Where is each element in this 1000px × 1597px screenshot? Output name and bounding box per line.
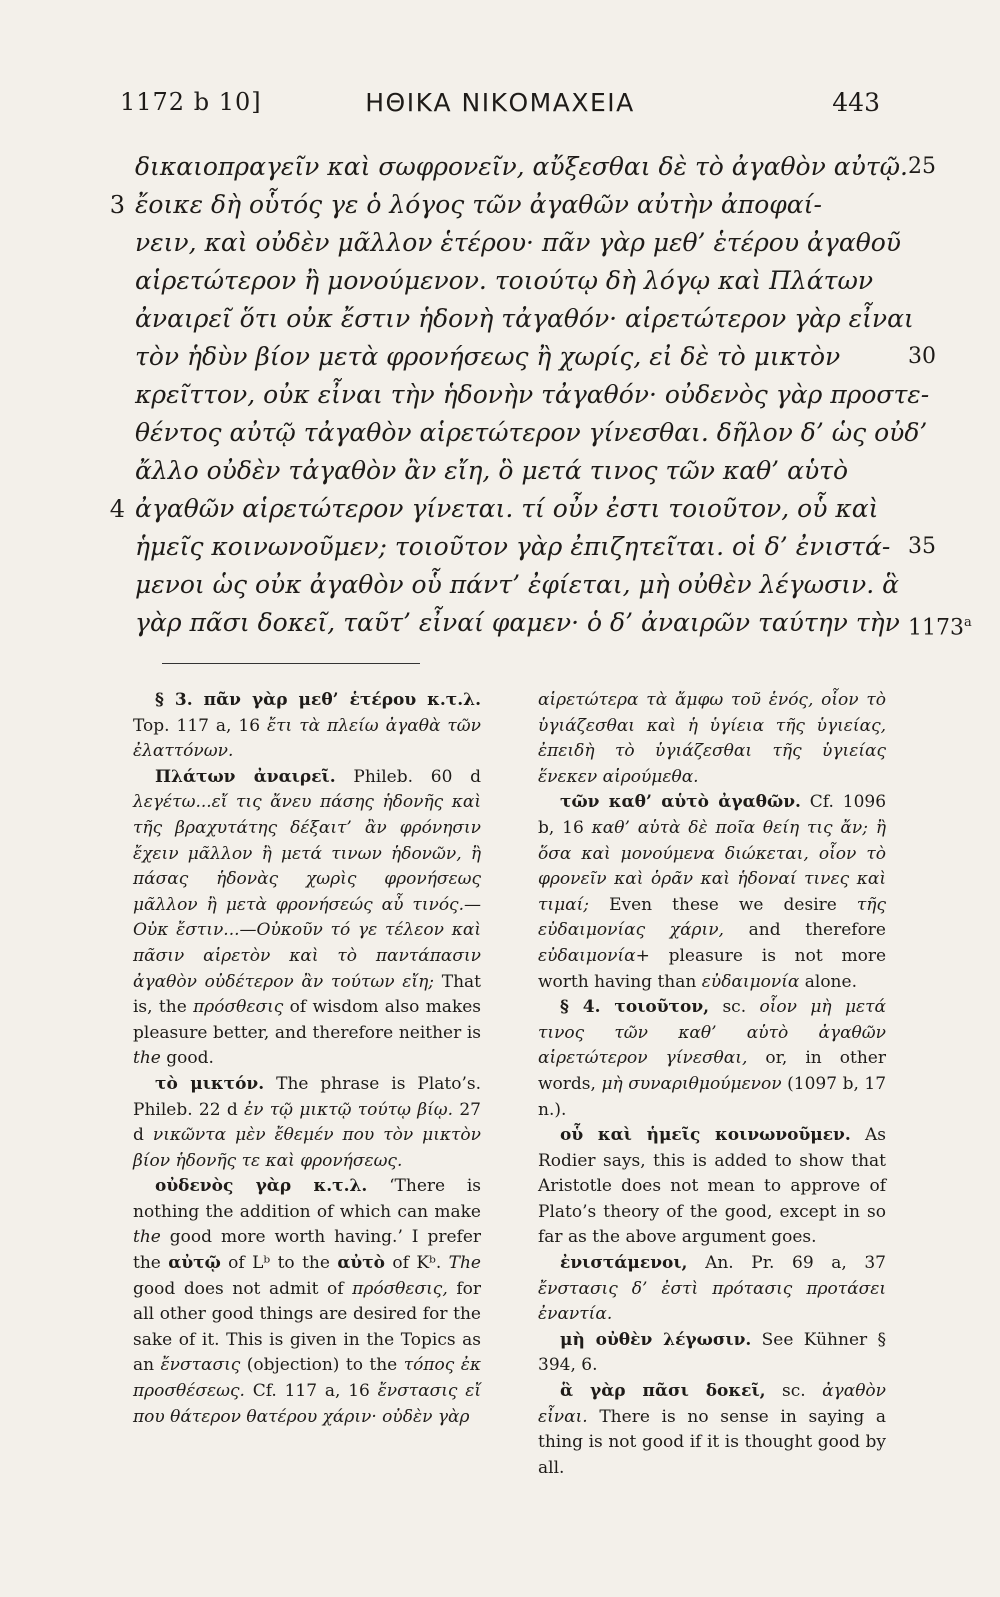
commentary-note: μὴ οὐθὲν λέγωσιν. See Kühner § 394, 6.: [538, 1329, 886, 1376]
greek-line-text: ἔοικε δὴ οὗτός γε ὁ λόγος τῶν ἀγαθῶν αὐτὴν ἀποφαί-: [135, 190, 822, 219]
running-header: [120, 88, 880, 128]
note-lemma: οὗ καὶ ἡμεῖς κοινωνοῦμεν.: [560, 1125, 851, 1146]
text-line: [100, 300, 1000, 338]
note-lemma: § 4. τοιοῦτον,: [560, 997, 710, 1018]
greek-line-text: ἀναιρεῖ ὅτι οὐκ ἔστιν ἡδονὴ τἀγαθόν· αἱρετώτερον γὰρ εἶναι: [135, 304, 914, 333]
text-line: [100, 376, 1000, 414]
commentary-note: τῶν καθ’ αὑτὸ ἀγαθῶν. Cf. 1096 b, 16 καθ’ αὑτὰ δὲ ποῖα θείη τις ἄν; ἢ ὅσα καὶ μονούμενα διώκεται, οἷον τὸ φρονεῖν καὶ ὁρᾶν καὶ ἡδοναί τινες καὶ τιμαί; Even these we desire τῆς εὐδαιμονίας χάριν, and therefore εὐδαιμονία+ pleasure is not more worth having than εὐδαιμονία alone.: [538, 792, 887, 992]
note-lemma: ἐνιστάμενοι,: [560, 1253, 688, 1274]
commentary-note: οὐδενὸς γὰρ κ.τ.λ. ‘There is nothing the addition of which can make the good more worth having.’ I prefer the αὐτῷ of Lᵇ to the αὐτὸ of Kᵇ. The good does not admit of πρόσθεσις, for all other good things are desired for the sake of it. This is given in the Topics as an ἔνστασις (objection) to the τόπος ἐκ προσθέσεως. Cf. 117 a, 16 ἔνστασις εἴ που θάτερον θατέρου χάριν· οὐδὲν γὰρ: [133, 1176, 482, 1427]
note-lemma: μὴ οὐθὲν λέγωσιν.: [560, 1329, 752, 1350]
greek-line-text: αἱρετώτερον ἢ μονούμενον. τοιούτῳ δὴ λόγῳ καὶ Πλάτων: [135, 266, 874, 295]
main-greek-text: [100, 148, 1000, 642]
commentary-note: αἱρετώτερα τὰ ἄμφω τοῦ ἑνός, οἷον τὸ ὑγιάζεσθαι καὶ ἡ ὑγίεια τῆς ὑγιείας, ἐπειδὴ τὸ ὑγιάζεσθαι τῆς ὑγιείας ἕνεκεν αἱρούμεθα.: [538, 690, 886, 787]
commentary-note: Πλάτων ἀναιρεῖ. Phileb. 60 d λεγέτω...εἴ τις ἄνευ πάσης ἡδονῆς καὶ τῆς βραχυτάτης δέξαιτ’ ἂν φρόνησιν ἔχειν μᾶλλον ἢ μετά τινων ἡδονῶν, ἢ πάσας ἡδονὰς χωρὶς φρονήσεως μᾶλλον ἢ μετὰ φρονήσεώς αὖ τινός.—Οὐκ ἔστιν...—Οὐκοῦν τό γε τέλεον καὶ πᾶσιν αἱρετὸν καὶ τὸ παντάπασιν ἀγαθὸν οὐδέτερον ἂν τούτων εἴη; That is, the πρόσθεσις of wisdom also makes pleasure better, and therefore neither is the good.: [133, 766, 482, 1069]
greek-line-text: ἡμεῖς κοινωνοῦμεν; τοιοῦτον γὰρ ἐπιζητεῖται. οἱ δ’ ἐνιστά-: [135, 532, 891, 561]
section-number: 4: [109, 495, 125, 523]
page-number: 443: [832, 88, 880, 117]
line-number: 30: [908, 344, 936, 369]
text-line: [100, 490, 1000, 528]
text-line: [100, 186, 1000, 224]
greek-line-text: τὸν ἡδὺν βίον μετὰ φρονήσεως ἢ χωρίς, εἰ δὲ τὸ μικτὸν: [135, 342, 841, 371]
greek-line-text: δικαιοπραγεῖν καὶ σωφρονεῖν, αὔξεσθαι δὲ τὸ ἀγαθὸν αὐτῷ.: [135, 152, 908, 181]
text-line: [100, 224, 1000, 262]
bekker-reference: 1172 b 10]: [120, 88, 262, 116]
text-line: [100, 338, 1000, 376]
note-lemma: § 3. πᾶν γὰρ μεθ’ ἑτέρου κ.τ.λ.: [155, 690, 481, 710]
line-number: 35: [908, 534, 936, 559]
page-title: ΗΘΙΚΑ ΝΙΚΟΜΑΧΕΙΑ: [365, 88, 635, 117]
text-line: [100, 148, 1000, 186]
greek-line-text: θέντος αὐτῷ τἀγαθὸν αἱρετώτερον γίνεσθαι. δῆλον δ’ ὡς οὐδ’: [135, 418, 928, 447]
line-number: 1173$^a$: [908, 615, 972, 641]
commentary-note: ἐνιστάμενοι, An. Pr. 69 a, 37 ἔνστασις δ’ ἐστὶ πρότασις προτάσει ἐναντία.: [538, 1253, 887, 1325]
greek-line-text: γὰρ πᾶσι δοκεῖ, ταῦτ’ εἶναί φαμεν· ὁ δ’ ἀναιρῶν ταύτην τὴν: [135, 608, 900, 637]
note-lemma: οὐδενὸς γὰρ κ.τ.λ.: [155, 1176, 368, 1197]
greek-line-text: μενοι ὡς οὐκ ἀγαθὸν οὗ πάντ’ ἐφίεται, μὴ οὐθὲν λέγωσιν. ἃ: [135, 570, 899, 599]
text-line: [100, 528, 1000, 566]
commentary-right-column: [538, 688, 886, 1481]
line-number: 25: [908, 154, 936, 179]
text-line: [100, 414, 1000, 452]
note-lemma: τῶν καθ’ αὑτὸ ἀγαθῶν.: [560, 792, 801, 813]
text-line: [100, 566, 1000, 604]
note-lemma: ἃ γὰρ πᾶσι δοκεῖ,: [560, 1381, 766, 1402]
text-line: [100, 452, 1000, 490]
text-line: [100, 262, 1000, 300]
footnote-divider: [162, 663, 420, 664]
commentary-note: ἃ γὰρ πᾶσι δοκεῖ, sc. ἀγαθὸν εἶναι. There is no sense in saying a thing is not good if it is thought good by all.: [538, 1381, 887, 1478]
greek-line-text: κρεῖττον, οὐκ εἶναι τὴν ἡδονὴν τἀγαθόν· οὐδενὸς γὰρ προστε-: [135, 380, 930, 409]
section-number: 3: [109, 191, 125, 219]
commentary-note: § 3. πᾶν γὰρ μεθ’ ἑτέρου κ.τ.λ. Top. 117 a, 16 ἔτι τὰ πλείω ἀγαθὰ τῶν ἐλαττόνων.: [133, 690, 482, 762]
text-line: [100, 604, 1000, 642]
greek-line-text: νειν, καὶ οὐδὲν μᾶλλον ἑτέρου· πᾶν γὰρ μεθ’ ἑτέρου ἀγαθοῦ: [135, 228, 902, 257]
commentary-note: § 4. τοιοῦτον, sc. οἷον μὴ μετά τινος τῶν καθ’ αὑτὸ ἀγαθῶν αἱρετώτερον γίνεσθαι, or, in other words, μὴ συναριθμούμενον (1097 b, 17 n.).: [538, 997, 887, 1120]
commentary-left-column: [133, 688, 481, 1430]
note-lemma: τὸ μικτόν.: [155, 1073, 265, 1094]
note-lemma: Πλάτων ἀναιρεῖ.: [155, 766, 336, 787]
greek-line-text: ἄλλο οὐδὲν τἀγαθὸν ἂν εἴη, ὃ μετά τινος τῶν καθ’ αὑτὸ: [135, 456, 849, 485]
commentary-note: τὸ μικτόν. The phrase is Plato’s. Phileb. 22 d ἐν τῷ μικτῷ τούτῳ βίῳ. 27 d νικῶντα μὲν ἔθεμέν που τὸν μικτὸν βίον ἡδονῆς τε καὶ φρονήσεως.: [133, 1073, 482, 1171]
commentary-note: οὗ καὶ ἡμεῖς κοινωνοῦμεν. As Rodier says, this is added to show that Aristotle does not mean to approve of Plato’s theory of the good, except in so far as the above argument goes.: [538, 1125, 886, 1248]
greek-line-text: ἀγαθῶν αἱρετώτερον γίνεται. τί οὖν ἐστι τοιοῦτον, οὗ καὶ: [135, 494, 879, 523]
